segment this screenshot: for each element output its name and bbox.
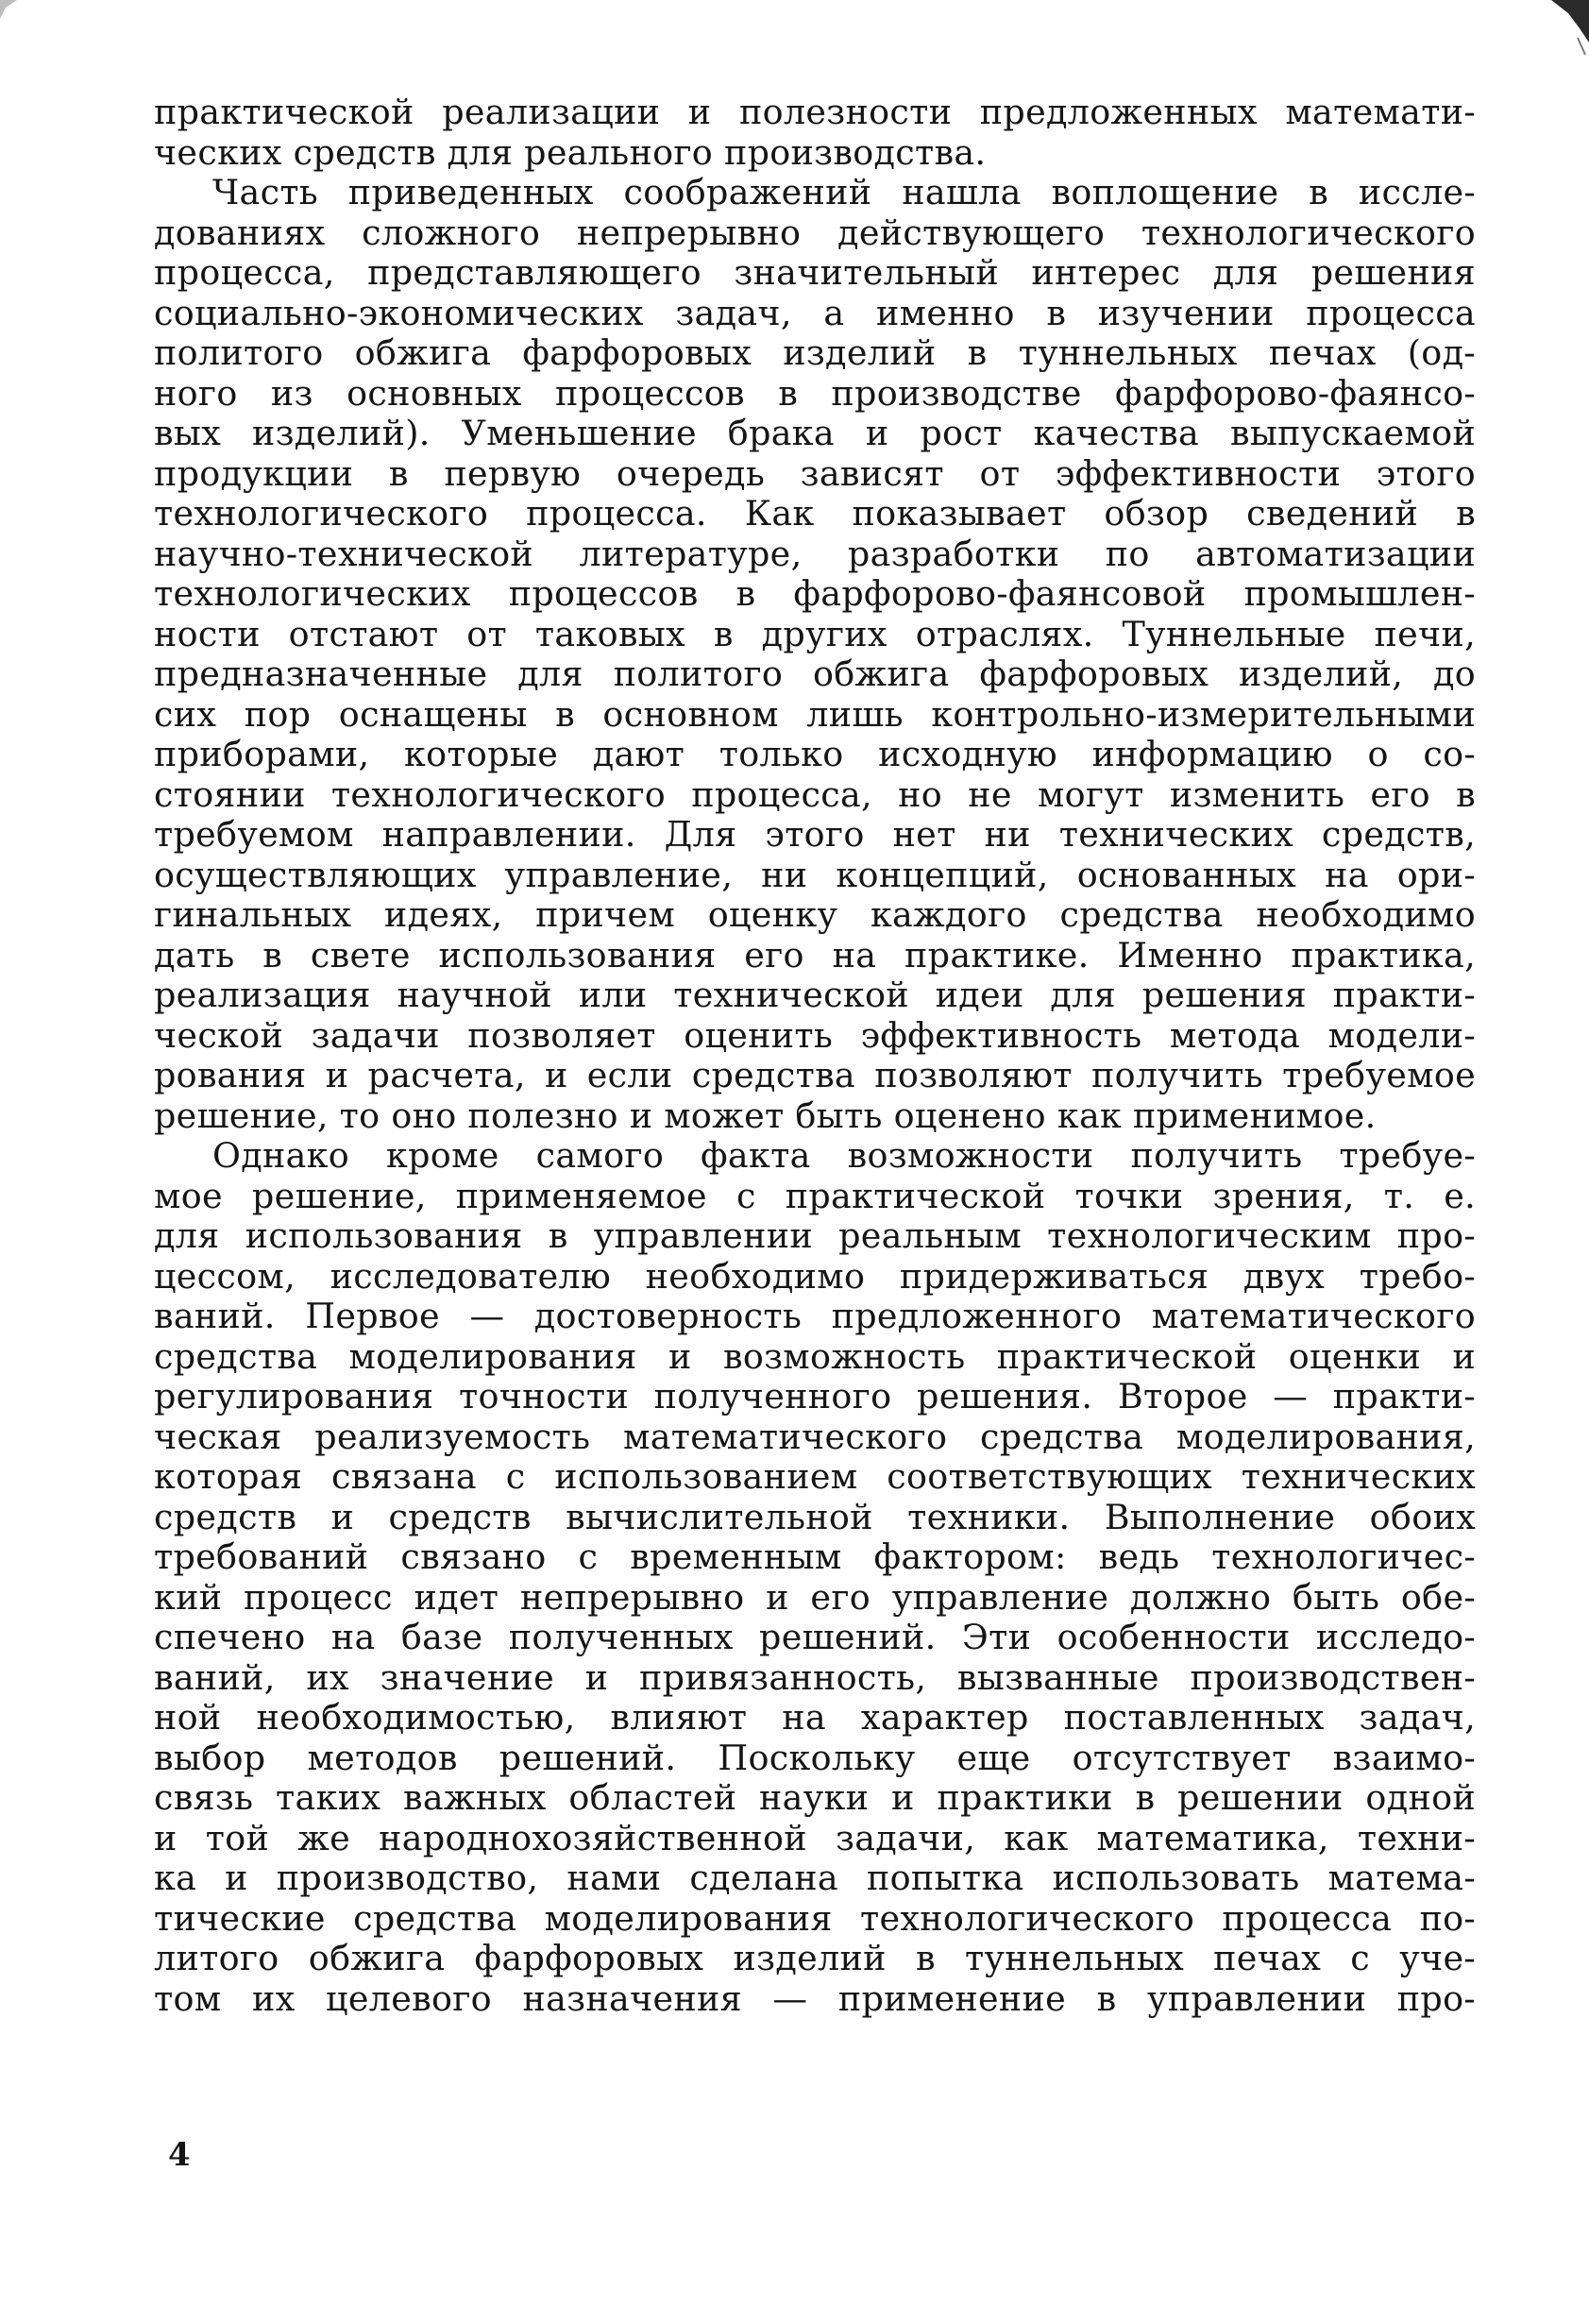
paragraph-1	[154, 93, 1476, 173]
text-line: Часть приведенных соображений нашла воплощение в иссле-	[212, 172, 1476, 212]
text-line: сих пор оснащены в основном лишь контрольно-измерительными	[154, 693, 1476, 735]
text-line: средства моделирования и возможность практической оценки и	[154, 1335, 1476, 1377]
text-line: цессом, исследователю необходимо придерживаться двух требо-	[154, 1255, 1476, 1297]
paragraph-3	[154, 1136, 1476, 2019]
text-line: средств и средств вычислительной техники. Выполнение обоих	[154, 1496, 1476, 1537]
text-line: ной необходимостью, влияют на характер поставленных задач,	[154, 1697, 1476, 1738]
text-line: которая связана с использованием соответствующих технических	[154, 1456, 1476, 1497]
text-line: решение, то оно полезно и может быть оценено как применимое.	[154, 1094, 1377, 1136]
text-line: дованиях сложного непрерывно действующего технологического	[154, 212, 1476, 253]
text-line: кий процесс идет непрерывно и его управление должно быть обе-	[154, 1576, 1476, 1618]
text-line: и той же народнохозяйственной задачи, как математика, техни-	[154, 1817, 1476, 1858]
text-line: технологического процесса. Как показывает обзор сведений в	[154, 493, 1476, 534]
text-line: научно-технической литературе, разработки по автоматизации	[154, 533, 1476, 574]
text-line: ности отстают от таковых в других отраслях. Туннельные печи,	[154, 613, 1476, 654]
text-line: предназначенные для политого обжига фарфоровых изделий, до	[154, 653, 1476, 694]
text-line: литого обжига фарфоровых изделий в туннельных печах с уче-	[154, 1938, 1476, 1978]
text-line: социально-экономических задач, а именно в изучении процесса	[154, 292, 1476, 333]
text-line: тические средства моделирования технологического процесса по-	[154, 1897, 1476, 1939]
text-line: ка и производство, нами сделана попытка использовать матема-	[154, 1858, 1476, 1898]
text-line: ческая реализуемость математического средства моделирования,	[154, 1416, 1476, 1457]
scan-artifact-top-left	[0, 0, 38, 28]
text-line: продукции в первую очередь зависят от эффективности этого	[154, 452, 1476, 494]
text-line: политого обжига фарфоровых изделий в туннельных печах (од-	[154, 332, 1476, 373]
text-line: ваний. Первое — достоверность предложенного математического	[154, 1296, 1476, 1336]
text-line: выбор методов решений. Поскольку еще отсутствует взаимо-	[154, 1737, 1476, 1778]
text-line: осуществляющих управление, ни концепций, основанных на ори-	[154, 854, 1476, 895]
text-line: ваний, их значение и привязанность, вызванные производствен-	[154, 1656, 1476, 1698]
text-line: для использования в управлении реальным технологическим про-	[154, 1215, 1476, 1256]
text-line: спечено на базе полученных решений. Эти особенности исследо-	[154, 1617, 1476, 1657]
text-line: том их целевого назначения — применение в управлении про-	[154, 1977, 1476, 2019]
text-line: ного из основных процессов в производстве фарфорово-фаянсо-	[154, 372, 1476, 414]
text-line: требуемом направлении. Для этого нет ни технических средств,	[154, 814, 1476, 855]
text-line: стоянии технологического процесса, но не могут изменить его в	[154, 773, 1476, 815]
text-line: дать в свете использования его на практике. Именно практика,	[154, 934, 1476, 975]
text-line: Однако кроме самого факта возможности получить требуе-	[212, 1135, 1476, 1176]
scan-artifact-top-right	[1523, 0, 1589, 57]
page-number: 4	[168, 2136, 191, 2174]
text-line: связь таких важных областей науки и практики в решении одной	[154, 1777, 1476, 1818]
text-line: ческих средств для реального производства.	[154, 131, 987, 173]
text-line: гинальных идеях, причем оценку каждого средства необходимо	[154, 894, 1476, 935]
text-line: мое решение, применяемое с практической точки зрения, т. е.	[154, 1175, 1476, 1216]
text-line: приборами, которые дают только исходную информацию о со-	[154, 734, 1476, 774]
text-line: технологических процессов в фарфорово-фаянсовой промышлен-	[154, 573, 1476, 614]
text-line: реализация научной или технической идеи для решения практи-	[154, 975, 1476, 1015]
text-line: рования и расчета, и если средства позволяют получить требуемое	[154, 1055, 1476, 1095]
body-text	[154, 93, 1476, 2019]
text-line: вых изделий). Уменьшение брака и рост качества выпускаемой	[154, 413, 1476, 453]
text-line: требований связано с временным фактором: ведь технологичес-	[154, 1536, 1476, 1577]
text-line: практической реализации и полезности предложенных математи-	[154, 92, 1476, 132]
paragraph-2	[154, 173, 1476, 1136]
text-line: ческой задачи позволяет оценить эффективность метода модели-	[154, 1014, 1476, 1056]
text-line: регулирования точности полученного решения. Второе — практи-	[154, 1376, 1476, 1416]
text-line: процесса, представляющего значительный интерес для решения	[154, 252, 1476, 293]
